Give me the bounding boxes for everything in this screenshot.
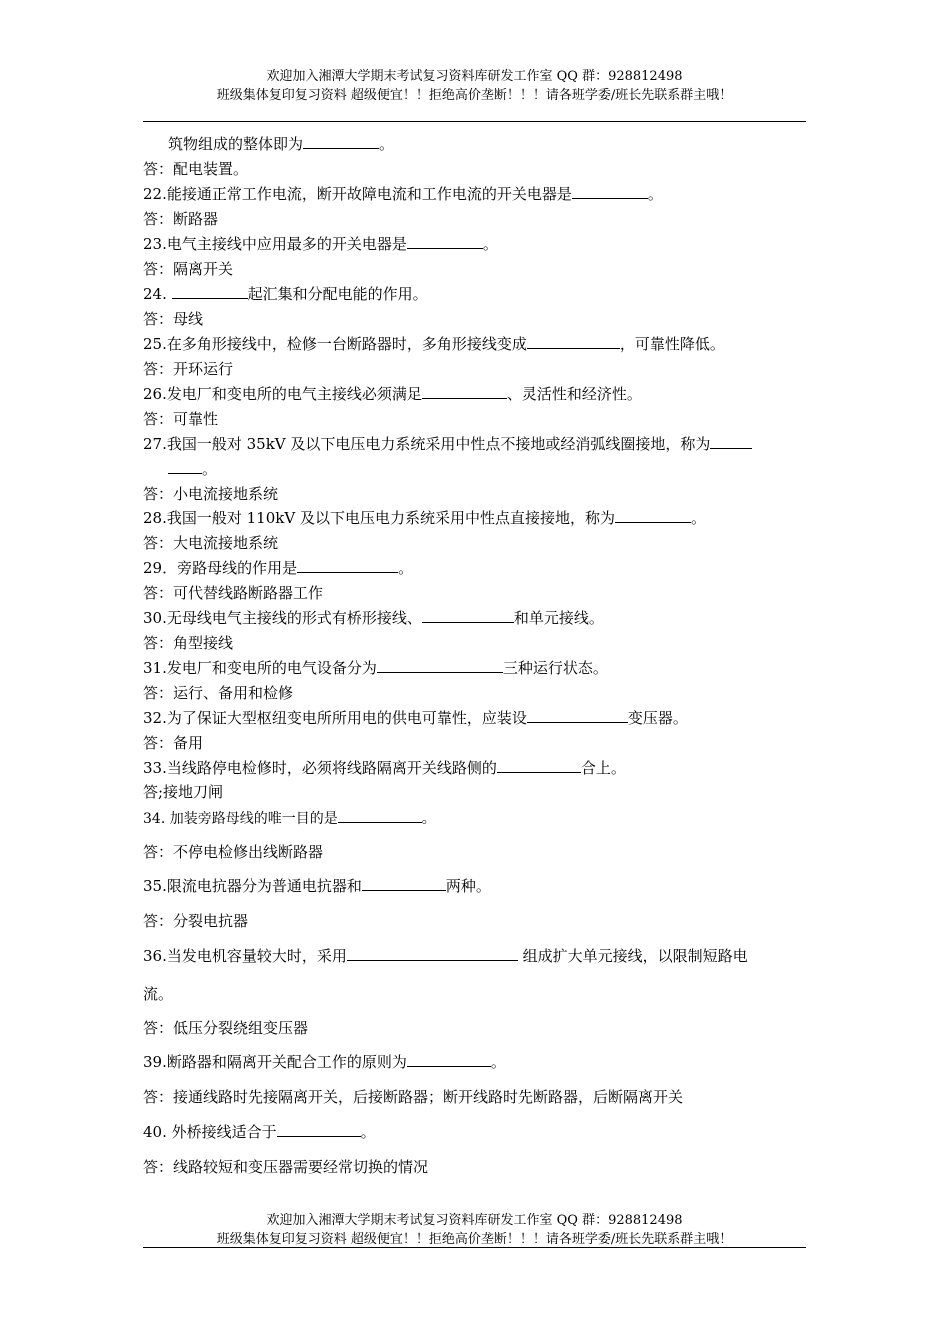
answer-blank bbox=[422, 608, 514, 623]
answer-line: 答：母线 bbox=[143, 310, 204, 328]
answer-blank bbox=[362, 876, 446, 891]
answer-line: 答：小电流接地系统 bbox=[143, 485, 279, 503]
answer-blank bbox=[710, 434, 752, 449]
answer-line: 答：接通线路时先接隔离开关，后接断路器；断开线路时先断路器，后断隔离开关 bbox=[143, 1088, 684, 1106]
question-line: 33.当线路停电检修时，必须将线路隔离开关线路侧的 合上。 bbox=[143, 759, 626, 777]
answer-line: 答：低压分裂绕组变压器 bbox=[143, 1019, 309, 1037]
question-line: 23.电气主接线中应用最多的开关电器是 。 bbox=[143, 235, 498, 253]
question-line: 28.我国一般对 110kV 及以下电压电力系统采用中性点直接接地，称为 。 bbox=[143, 509, 706, 527]
answer-blank bbox=[347, 946, 518, 961]
answer-line: 答：大电流接地系统 bbox=[143, 534, 279, 552]
answer-blank bbox=[377, 658, 503, 673]
answer-line: 答：分裂电抗器 bbox=[143, 912, 249, 930]
answer-line: 答：运行、备用和检修 bbox=[143, 684, 294, 702]
answer-line: 答：隔离开关 bbox=[143, 260, 234, 278]
question-line: 31.发电厂和变电所的电气设备分为 三种运行状态。 bbox=[143, 659, 608, 677]
question-line: 22.能接通正常工作电流，断开故障电流和工作电流的开关电器是 。 bbox=[143, 185, 663, 203]
question-line: 32.为了保证大型枢纽变电所所用电的供电可靠性，应装设 变压器。 bbox=[143, 709, 688, 727]
question-line: 25.在多角形接线中，检修一台断路器时，多角形接线变成 ，可靠性降低。 bbox=[143, 335, 725, 353]
answer-blank bbox=[338, 808, 422, 823]
question-line: 筑物组成的整体即为 。 bbox=[168, 135, 395, 153]
answer-blank bbox=[422, 384, 507, 399]
answer-line: 答：可代替线路断路器工作 bbox=[143, 584, 324, 602]
question-line: 36.当发电机容量较大时，采用 组成扩大单元接线，以限制短路电 bbox=[143, 947, 748, 965]
answer-blank bbox=[297, 558, 398, 573]
answer-blank bbox=[572, 184, 648, 199]
answer-blank bbox=[497, 758, 581, 773]
page-footer bbox=[143, 1211, 806, 1249]
answer-line: 答：角型接线 bbox=[143, 634, 234, 652]
answer-blank bbox=[172, 284, 248, 299]
answer-blank bbox=[527, 334, 620, 349]
question-line: 26.发电厂和变电所的电气主接线必须满足 、灵活性和经济性。 bbox=[143, 385, 642, 403]
question-line: 30.无母线电气主接线的形式有桥形接线、 和单元接线。 bbox=[143, 609, 604, 627]
answer-blank bbox=[303, 134, 379, 149]
question-line: 34. 加装旁路母线的唯一目的是 。 bbox=[143, 808, 806, 829]
answer-line: 答：断路器 bbox=[143, 210, 219, 228]
answer-blank bbox=[407, 1052, 491, 1067]
header-line-1: 欢迎加入湘潭大学期末考试复习资料库研发工作室 QQ 群：928812498 bbox=[266, 69, 683, 84]
answer-blank bbox=[168, 459, 202, 474]
header-line-2: 班级集体复印复习资料 超级便宜！！拒绝高价垄断！！！请各班学委/班长先联系群主哦！ bbox=[216, 88, 733, 103]
answer-blank bbox=[615, 508, 691, 523]
footer-line-2: 班级集体复印复习资料 超级便宜！！拒绝高价垄断！！！请各班学委/班长先联系群主哦！ bbox=[216, 1232, 733, 1247]
question-line: 24. 起汇集和分配电能的作用。 bbox=[143, 285, 428, 303]
question-line-continued: 流。 bbox=[143, 985, 174, 1003]
answer-line: 答;接地刀闸 bbox=[143, 783, 224, 801]
answer-blank bbox=[277, 1122, 361, 1137]
answer-line: 答：配电装置。 bbox=[143, 160, 249, 178]
footer-divider bbox=[143, 1247, 806, 1248]
question-line-continued: 。 bbox=[143, 459, 831, 479]
footer-line-1: 欢迎加入湘潭大学期末考试复习资料库研发工作室 QQ 群：928812498 bbox=[266, 1213, 683, 1228]
question-line: 27.我国一般对 35kV 及以下电压电力系统采用中性点不接地或经消弧线圈接地，称为 bbox=[143, 434, 806, 454]
header-divider bbox=[143, 121, 806, 122]
page-header bbox=[143, 67, 806, 105]
answer-blank bbox=[407, 234, 483, 249]
question-line: 35.限流电抗器分为普通电抗器和 两种。 bbox=[143, 877, 491, 895]
question-line: 39.断路器和隔离开关配合工作的原则为 。 bbox=[143, 1053, 506, 1071]
question-line: 29．旁路母线的作用是 。 bbox=[143, 559, 414, 577]
answer-line: 答：可靠性 bbox=[143, 410, 219, 428]
question-line: 40. 外桥接线适合于 。 bbox=[143, 1123, 376, 1141]
answer-line: 答：不停电检修出线断路器 bbox=[143, 843, 324, 861]
answer-line: 答：备用 bbox=[143, 734, 204, 752]
answer-line: 答：线路较短和变压器需要经常切换的情况 bbox=[143, 1158, 429, 1176]
answer-line: 答：开环运行 bbox=[143, 360, 234, 378]
answer-blank bbox=[527, 708, 628, 723]
